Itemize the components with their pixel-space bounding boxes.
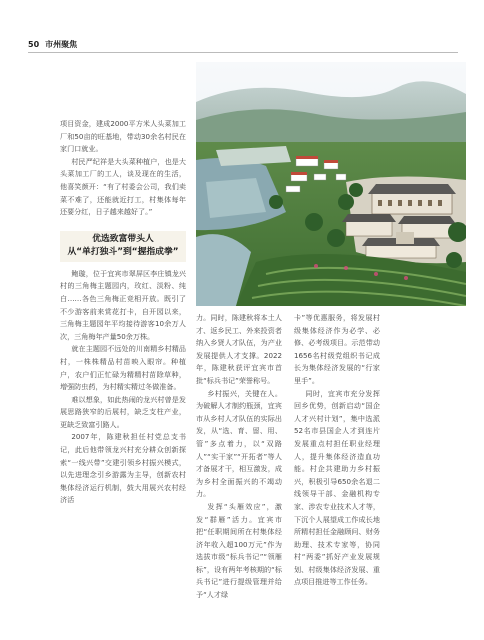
left-column — [60, 118, 186, 507]
paragraph: 发挥“头雁效应”，激发“群雁”活力。宜宾市把“任职期间所在村集体经济年收入超100万元”作为选拔市级“标兵书记”“领雁标”，设有两年考核期的“标兵书记”进行提级管理并给予“人才绿 — [196, 501, 282, 600]
paragraph: 难以想象，如此热闹的龙兴村曾是发展思路狭窄的后展村，缺乏支柱产业，更缺乏致富引路人。 — [60, 394, 186, 429]
paragraph: 力。同时，陈建秋将本土人才、返乡民工、外来投资者纳入乡贤人才队伍，为产业发展提供人才支撑。2022年，陈建秋获评宜宾市首批“标兵书记”荣誉称号。 — [196, 313, 282, 385]
paragraph: 2007年，陈建秋担任村党总支书记，此后他带领龙兴村充分耕众创新探索“一线兴带”交建引领乡村振兴模式，以先进理念引乡游露为主导，创新农村集体经济运行机制，鼓大用展兴农村经济活 — [60, 432, 186, 505]
section-name: 市州聚焦 — [45, 39, 78, 49]
paragraph: 就在主题园不远处的川南精乡村精品村，一株株精品村苗映入眼帘。种植户，农户们正忙碌为精精村苗除草种，增强防虫药，为村精实精过冬做准备。 — [60, 344, 186, 392]
lower-text-columns — [196, 312, 380, 602]
section-heading — [60, 231, 186, 262]
main-building — [368, 184, 456, 214]
middle-column — [196, 312, 282, 602]
paragraph: 村民严纪祥是大头菜种植户，也是大头菜加工厂的工人，谈及现在的生活，他喜笑颜开：“有了村委会公司，我们卖菜不难了，还能就近打工，村集体每年还要分红，日子越来越好了。” — [60, 156, 186, 217]
section-title: 优选致富带头人 从“单打独斗”到“握指成拳” — [67, 233, 179, 258]
village-aerial-photo — [196, 62, 466, 306]
page-number: 50 — [28, 39, 40, 49]
paragraph: 同时，宜宾市充分发挥回乡优势，创新启动“国企人才兴村计划”，集中选派52名市县国企人才到连片发展重点村担任职业经理人，提升集体经济造血功能。村企共建助力乡村振兴，积极引导650余名退二线领导干部、金融机构专家、涉农专业技术人才等，下沉个人展望成工作成长地所精村担任金融顾问、财务助理、技术专家等，协同村“两委”抓好产业发展规划、村级集体经济发展、重点项目推进等工作任务。 — [294, 388, 380, 587]
paragraph: 鲍璇，位于宜宾市翠屏区李庄镇龙兴村的三角梅主题园内，玫红、淡粉、纯白……各色三角梅正竞相开放。既引了不少游客前来赏花打卡，自开园以来，三角梅主题园年平均接待游客10余万人次，三角梅年产量50余万株。 — [60, 268, 186, 341]
paragraph: 乡村振兴，关键在人。为破解人才制约瓶颈，宜宾市从乡村人才队伍的实际出发，从“选、育、留、用、管”多点着力，以“双路人”“实干家”“开拓者”等人才备展才干，相互激发，成为乡村全面振兴的不竭动力。 — [196, 388, 282, 499]
paragraph: 项目资金，建成2000平方米人头菜加工厂和50亩的旺基地，带动30余名村民在家门口就业。 — [60, 119, 186, 154]
right-column — [294, 312, 380, 602]
page-header — [28, 38, 77, 50]
paragraph: 卡”等优惠服务，将发展村级集体经济作为必学、必修、必考级项目。示范带动1656名村级党组织书记成长为集体经济发展的“行家里手”。 — [294, 313, 380, 385]
header-rule — [28, 52, 458, 53]
